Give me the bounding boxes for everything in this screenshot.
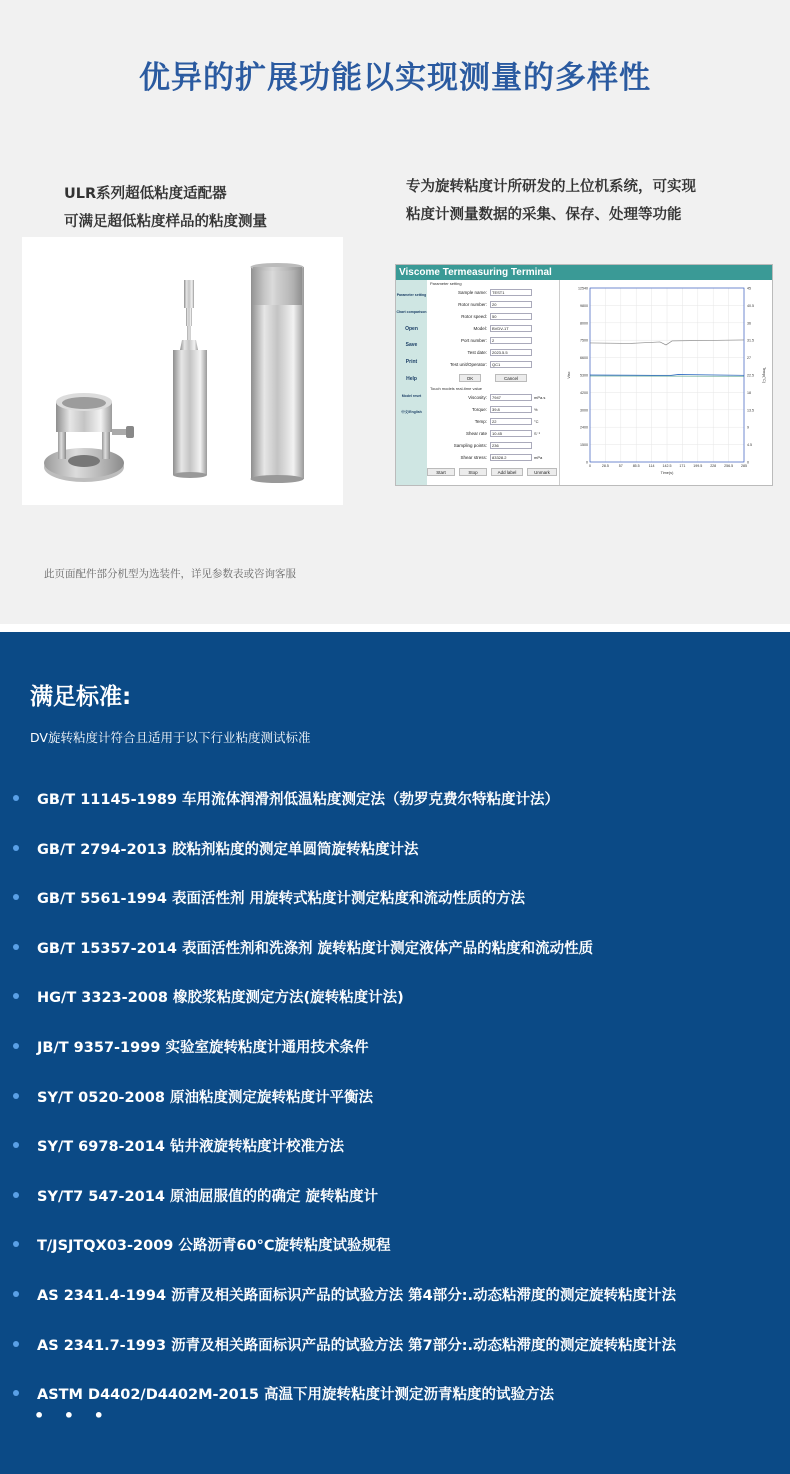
realtime-label: Shear stress:	[460, 455, 487, 460]
shear-rate-unit: S⁻¹	[534, 431, 541, 436]
software-caption-line-2: 粘度计测量数据的采集、保存、处理等功能	[406, 207, 682, 223]
y-left-tick-label: 5300	[580, 373, 588, 378]
ulr-adapter-illustration	[22, 237, 343, 505]
nav-chart-comparison[interactable]: Chart comparison	[396, 310, 427, 314]
standard-item: SY/T7 547-2014 原油屈服值的的确定 旋转粘度计	[0, 1185, 790, 1235]
stop-button[interactable]: Stop	[459, 468, 487, 476]
y-left-tick-label: 3000	[580, 408, 588, 413]
standard-item: GB/T 2794-2013 胶粘剂粘度的测定单圆筒旋转粘度计法	[0, 838, 790, 888]
y-right-tick-label: 22.5	[747, 373, 754, 378]
realtime-row	[427, 394, 560, 402]
param-row	[427, 313, 560, 321]
ulr-spindle	[173, 280, 207, 478]
param-label: Sample name:	[457, 290, 487, 295]
y-right-tick-label: 36	[747, 321, 751, 326]
x-axis-label: Time(s)	[660, 471, 674, 475]
y-left-tick-label: 12540	[578, 286, 588, 291]
x-tick-label: 0	[589, 464, 591, 468]
start-button[interactable]: Start	[427, 468, 455, 476]
sampling-points-value: 236	[490, 442, 532, 449]
realtime-row	[427, 430, 560, 438]
unmark-button[interactable]: Unmark	[527, 468, 557, 476]
adapter-caption-line-2: 可满足超低粘度样品的粘度测量	[64, 214, 267, 230]
viscosity-unit: mPa.s	[534, 395, 546, 400]
standards-title: 满足标准:	[30, 684, 132, 710]
nav-help[interactable]: Help	[406, 376, 417, 382]
y-left-axis-label: Visc	[567, 371, 571, 379]
standards-list	[0, 788, 790, 1433]
viscosity-value: 7947	[490, 394, 532, 401]
accessory-note: 此页面配件部分机型为选装件，详见参数表或咨询客服	[44, 568, 296, 580]
y-right-tick-label: 9	[747, 425, 749, 430]
y-left-tick-label: 4200	[580, 390, 588, 395]
param-label: Rotor number:	[458, 302, 487, 307]
realtime-label: Viscosity:	[468, 395, 487, 400]
standard-item: JB/T 9357-1999 实验室旋转粘度计通用技术条件	[0, 1036, 790, 1086]
y-right-tick-label: 45	[747, 286, 751, 291]
shear-rate-value: 10.45	[490, 430, 532, 437]
y-right-axis-label: Temp(°C)	[762, 366, 766, 384]
x-tick-label: 199.5	[693, 464, 703, 468]
adapter-caption	[64, 180, 267, 236]
test-date-field[interactable]: 2023.5.5	[490, 349, 532, 356]
y-right-tick-label: 31.5	[747, 338, 754, 343]
nav-parameter-setting[interactable]: Parameter setting	[396, 293, 427, 297]
x-tick-label: 285	[741, 464, 747, 468]
nav-language[interactable]: 中文/English	[401, 410, 422, 414]
param-label: Port number:	[460, 338, 487, 343]
torque-value: 39.8	[490, 406, 532, 413]
port-number-field[interactable]: 2	[490, 337, 532, 344]
shear-stress-value: 83328.2	[490, 454, 532, 461]
y-left-tick-label: 1500	[580, 443, 588, 448]
standard-item: SY/T 0520-2008 原油粘度测定旋转粘度计平衡法	[0, 1086, 790, 1136]
ulr-tube	[251, 263, 305, 483]
realtime-row	[427, 406, 560, 414]
software-caption-line-1: 专为旋转粘度计所研发的上位机系统，可实现	[406, 179, 696, 195]
y-left-tick-label: 9800	[580, 303, 588, 308]
measurement-chart	[560, 280, 772, 485]
ulr-adapter-photo	[22, 237, 343, 505]
param-row	[427, 301, 560, 309]
realtime-label: Torque:	[471, 407, 487, 412]
torque-unit: %	[534, 407, 538, 412]
standard-item: AS 2341.7-1993 沥青及相关路面标识产品的试验方法 第7部分:.动态粘滞度的测定旋转粘度计法	[0, 1334, 790, 1384]
standard-item: AS 2341.4-1994 沥青及相关路面标识产品的试验方法 第4部分:.动态粘滞度的测定旋转粘度计法	[0, 1284, 790, 1334]
realtime-label: Sampling points:	[453, 443, 487, 448]
parameter-group-label: Parameter setting	[430, 281, 462, 286]
standard-item: GB/T 5561-1994 表面活性剂 用旋转式粘度计测定粘度和流动性质的方法	[0, 887, 790, 937]
param-label: Test unit/Operator:	[449, 362, 487, 367]
software-caption	[406, 173, 696, 229]
y-left-tick-label: 8000	[580, 321, 588, 326]
standards-section	[0, 632, 790, 1474]
standard-item: ASTM D4402/D4402M-2015 高温下用旋转粘度计测定沥青粘度的试验方法	[0, 1383, 790, 1433]
y-right-tick-label: 13.5	[747, 408, 754, 413]
software-window	[395, 264, 773, 486]
y-right-tick-label: 4.5	[747, 443, 752, 448]
param-row	[427, 337, 560, 345]
x-tick-label: 256.5	[724, 464, 734, 468]
model-field[interactable]: BVDV-1T	[490, 325, 532, 332]
x-tick-label: 228	[710, 464, 717, 468]
y-left-tick-label: 7500	[580, 338, 588, 343]
x-tick-label: 28.5	[601, 464, 609, 468]
x-tick-label: 114	[648, 464, 655, 468]
adapter-caption-line-1: ULR系列超低粘度适配器	[64, 186, 227, 202]
param-row	[427, 361, 560, 369]
param-row	[427, 325, 560, 333]
software-sidebar	[396, 280, 427, 485]
software-title-bar: Viscome Termeasuring Terminal	[396, 265, 772, 280]
ok-button[interactable]: OK	[459, 374, 481, 382]
y-right-tick-label: 40.5	[747, 303, 754, 308]
nav-open[interactable]: Open	[405, 326, 418, 332]
y-right-tick-label: 0	[747, 460, 749, 465]
standard-item: GB/T 11145-1989 车用流体润滑剂低温粘度测定法（勃罗克费尔特粘度计法）	[0, 788, 790, 838]
page-title: 优异的扩展功能以实现测量的多样性	[139, 60, 651, 96]
y-left-tick-label: 0	[586, 460, 588, 465]
rotor-speed-field[interactable]: 50	[490, 313, 532, 320]
param-row	[427, 349, 560, 357]
temp-unit: °C	[534, 419, 539, 424]
operator-field[interactable]: QC1	[490, 361, 532, 368]
y-left-tick-label: 2400	[580, 425, 588, 430]
standard-item: SY/T 6978-2014 钻井液旋转粘度计校准方法	[0, 1135, 790, 1185]
sample-name-field[interactable]: TEST1	[490, 289, 532, 296]
realtime-label: Shear rate	[465, 431, 487, 436]
x-tick-label: 142.5	[662, 464, 672, 468]
x-tick-label: 171	[679, 464, 686, 468]
standard-item: GB/T 15357-2014 表面活性剂和洗涤剂 旋转粘度计测定液体产品的粘度和流动性质	[0, 937, 790, 987]
temp-value: 22	[490, 418, 532, 425]
realtime-row	[427, 442, 560, 450]
y-left-tick-label: 6600	[580, 356, 588, 361]
parameter-form	[427, 280, 560, 485]
standard-item: T/JSJTQX03-2009 公路沥青60°C旋转粘度试验规程	[0, 1234, 790, 1284]
nav-save[interactable]: Save	[405, 342, 418, 348]
more-indicator: • • •	[34, 1406, 111, 1425]
feature-section	[0, 0, 790, 624]
add-label-button[interactable]: Add label	[491, 468, 523, 476]
realtime-row	[427, 454, 560, 462]
x-tick-label: 57	[618, 464, 623, 468]
shear-stress-unit: mPa	[534, 455, 543, 460]
param-label: Model:	[473, 326, 487, 331]
standard-item: HG/T 3323-2008 橡胶浆粘度测定方法(旋转粘度计法)	[0, 986, 790, 1036]
realtime-row	[427, 418, 560, 426]
x-tick-label: 85.5	[632, 464, 640, 468]
y-right-tick-label: 18	[747, 390, 751, 395]
measurement-chart-svg	[560, 280, 772, 486]
y-right-tick-label: 27	[747, 356, 751, 361]
realtime-label: Temp:	[474, 419, 487, 424]
cancel-button[interactable]: Cancel	[495, 374, 527, 382]
rotor-number-field[interactable]: 20	[490, 301, 532, 308]
param-row	[427, 289, 560, 297]
nav-print[interactable]: Print	[405, 359, 418, 365]
param-label: Rotor speed:	[461, 314, 487, 319]
adapter-stand	[44, 393, 134, 482]
standards-subtitle: DV旋转粘度计符合且适用于以下行业粘度测试标准	[30, 730, 311, 745]
realtime-group-label: Touch models real-time value	[430, 386, 483, 391]
nav-model-reset[interactable]: Model reset	[401, 394, 422, 398]
param-label: Test date:	[467, 350, 487, 355]
